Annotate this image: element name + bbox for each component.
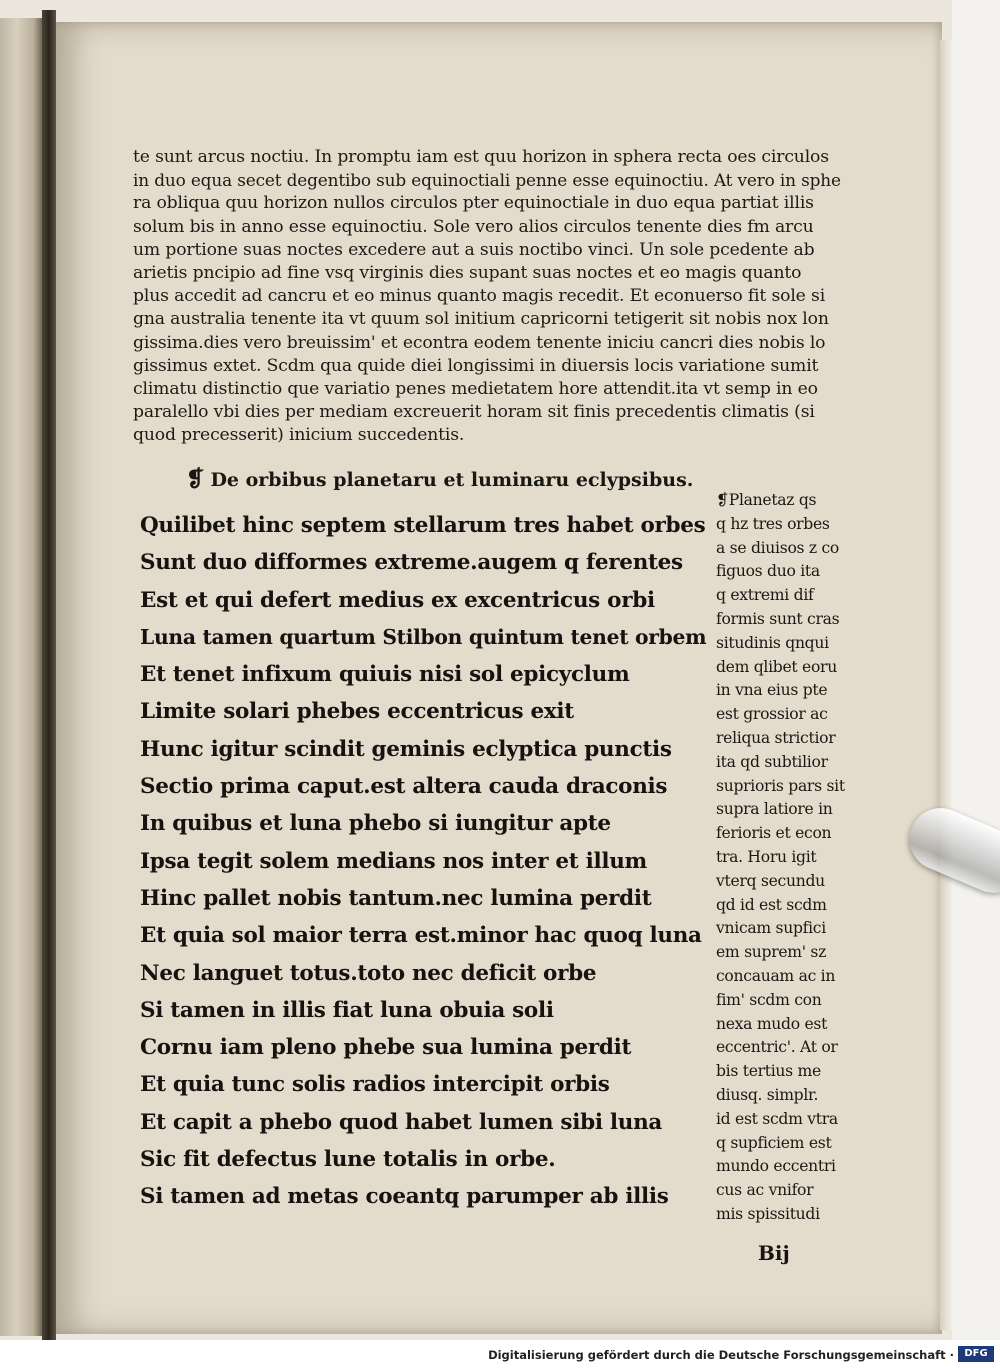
- gloss-line: fim' scdm con: [716, 990, 822, 1009]
- prose-line: solum bis in anno esse equinoctiu. Sole vero alios circulos tenente dies fm arcu: [133, 216, 814, 237]
- funding-credit: Digitalisierung gefördert durch die Deutsche Forschungsgemeinschaft ·: [488, 1348, 954, 1362]
- gloss-line: nexa mudo est: [716, 1014, 828, 1033]
- gloss-line: bis tertius me: [716, 1062, 821, 1081]
- gloss-line: cus ac vnifor: [716, 1181, 814, 1200]
- verse-line: Hunc igitur scindit geminis eclyptica punctis: [140, 736, 672, 762]
- verse-line: Si tamen ad metas coeantq parumper ab illis: [140, 1184, 669, 1210]
- verse-line: Nec languet totus.toto nec deficit orbe: [140, 960, 597, 986]
- gloss-line: reliqua strictior: [716, 728, 836, 747]
- verse-line: Hinc pallet nobis tantum.nec lumina perdit: [140, 885, 652, 911]
- prose-line: ra obliqua quu horizon nullos circulos pter equinoctiale in duo equa partiat illis: [133, 193, 814, 214]
- gloss-line: id est scdm vtra: [716, 1109, 838, 1128]
- prose-line: quod precesserit) inicium succedentis.: [133, 425, 465, 446]
- verse-line: Et quia tunc solis radios intercipit orbis: [140, 1072, 610, 1098]
- pilcrow-icon: ❡: [186, 466, 205, 492]
- left-page-edge: [0, 18, 42, 1336]
- section-heading: [186, 466, 693, 492]
- gloss-line: q extremi dif: [716, 586, 814, 605]
- prose-block: [133, 146, 853, 447]
- gloss-line: mundo eccentri: [716, 1157, 836, 1176]
- gloss-line: dem qlibet eoru: [716, 657, 837, 676]
- verse-line: Sic fit defectus lune totalis in orbe.: [140, 1147, 556, 1173]
- verse-line: Limite solari phebes eccentricus exit: [140, 699, 574, 725]
- prose-line: arietis pncipio ad fine vsq virginis dies supant suas noctes et eo magis quanto: [133, 262, 802, 283]
- gloss-line: ❡Planetaz qs: [716, 491, 817, 509]
- gloss-line: vterq secundu: [716, 871, 825, 890]
- gloss-line: eccentric'. At or: [716, 1038, 838, 1057]
- verse-line: Cornu iam pleno phebe sua lumina perdit: [140, 1035, 632, 1061]
- verse-block: [140, 507, 710, 1216]
- verse-line: Sunt duo difformes extreme.augem q ferentes: [140, 550, 683, 576]
- verse-line: Et quia sol maior terra est.minor hac quoq luna: [140, 923, 702, 949]
- gloss-line: figuos duo ita: [716, 562, 820, 581]
- book-gutter: [42, 10, 56, 1340]
- prose-line: gissima.dies vero breuissim' et econtra eodem tenente iniciu cancri dies nobis lo: [133, 332, 826, 353]
- gloss-line: qd id est scdm: [716, 895, 827, 914]
- scan-background: [952, 0, 1000, 1340]
- gloss-line: tra. Horu igit: [716, 847, 817, 866]
- prose-line: gissimus extet. Scdm qua quide diei longissimi in diuersis locis variatione sumit: [133, 355, 819, 376]
- page-edge: [940, 40, 952, 1330]
- gloss-line: vnicam supfici: [716, 919, 826, 938]
- prose-line: te sunt arcus noctiu. In promptu iam est quu horizon in sphera recta oes circulos: [133, 147, 829, 167]
- gloss-line: q hz tres orbes: [716, 514, 830, 533]
- gloss-line: in vna eius pte: [716, 681, 828, 700]
- gloss-line: supra latiore in: [716, 800, 833, 819]
- gloss-line: a se diuisos z co: [716, 538, 839, 557]
- verse-line: In quibus et luna phebo si iungitur apte: [140, 811, 611, 837]
- heading-text: De orbibus planetaru et luminaru eclypsibus.: [210, 469, 694, 491]
- gloss-line: ita qd subtilior: [716, 752, 828, 771]
- prose-line: climatu distinctio que variatio penes medietatem hore attendit.ita vt semp in eo: [133, 378, 818, 399]
- gloss-line: ferioris et econ: [716, 824, 832, 843]
- gloss-line: diusq. simplr.: [716, 1085, 819, 1104]
- footer-bar: [0, 1340, 1000, 1368]
- verse-line: Quilibet hinc septem stellarum tres habet orbes: [140, 513, 706, 538]
- gloss-line: est grossior ac: [716, 705, 828, 724]
- gloss-line: suprioris pars sit: [716, 776, 845, 795]
- verse-line: Ipsa tegit solem medians nos inter et illum: [140, 848, 648, 874]
- verse-line: Est et qui defert medius ex excentricus orbi: [140, 587, 655, 613]
- verse-line: Luna tamen quartum Stilbon quintum tenet orbem: [140, 624, 707, 649]
- prose-line: paralello vbi dies per mediam excreuerit horam sit finis precedentis climatis (si: [133, 402, 815, 423]
- verse-line: Sectio prima caput.est altera cauda draconis: [140, 774, 668, 800]
- gloss-line: em suprem' sz: [716, 943, 827, 962]
- marginal-gloss: [716, 489, 866, 1227]
- prose-line: um portione suas noctes excedere aut a suis noctibo vinci. Un sole pcedente ab: [133, 239, 815, 260]
- verse-line: Si tamen in illis fiat luna obuia soli: [140, 997, 554, 1023]
- gloss-line: concauam ac in: [716, 966, 836, 985]
- gloss-line: q supficiem est: [716, 1133, 832, 1152]
- verse-line: Et tenet infixum quiuis nisi sol epicyclum: [140, 662, 630, 688]
- prose-line: plus accedit ad cancru et eo minus quanto magis recedit. Et econuerso fit sole si: [133, 286, 826, 307]
- prose-line: gna australia tenente ita vt quum sol initium capricorni tetigerit sit nobis nox lon: [133, 309, 829, 330]
- signature-mark: Bij: [758, 1241, 790, 1265]
- gloss-line: situdinis qnqui: [716, 633, 829, 652]
- gloss-line: mis spissitudi: [716, 1204, 820, 1223]
- verse-line: Et capit a phebo quod habet lumen sibi luna: [140, 1109, 663, 1135]
- prose-line: in duo equa secet degentibo sub equinoctiali penne esse equinoctiu. At vero in sphe: [133, 170, 841, 191]
- dfg-logo: DFG: [958, 1346, 994, 1362]
- gloss-line: formis sunt cras: [716, 609, 840, 628]
